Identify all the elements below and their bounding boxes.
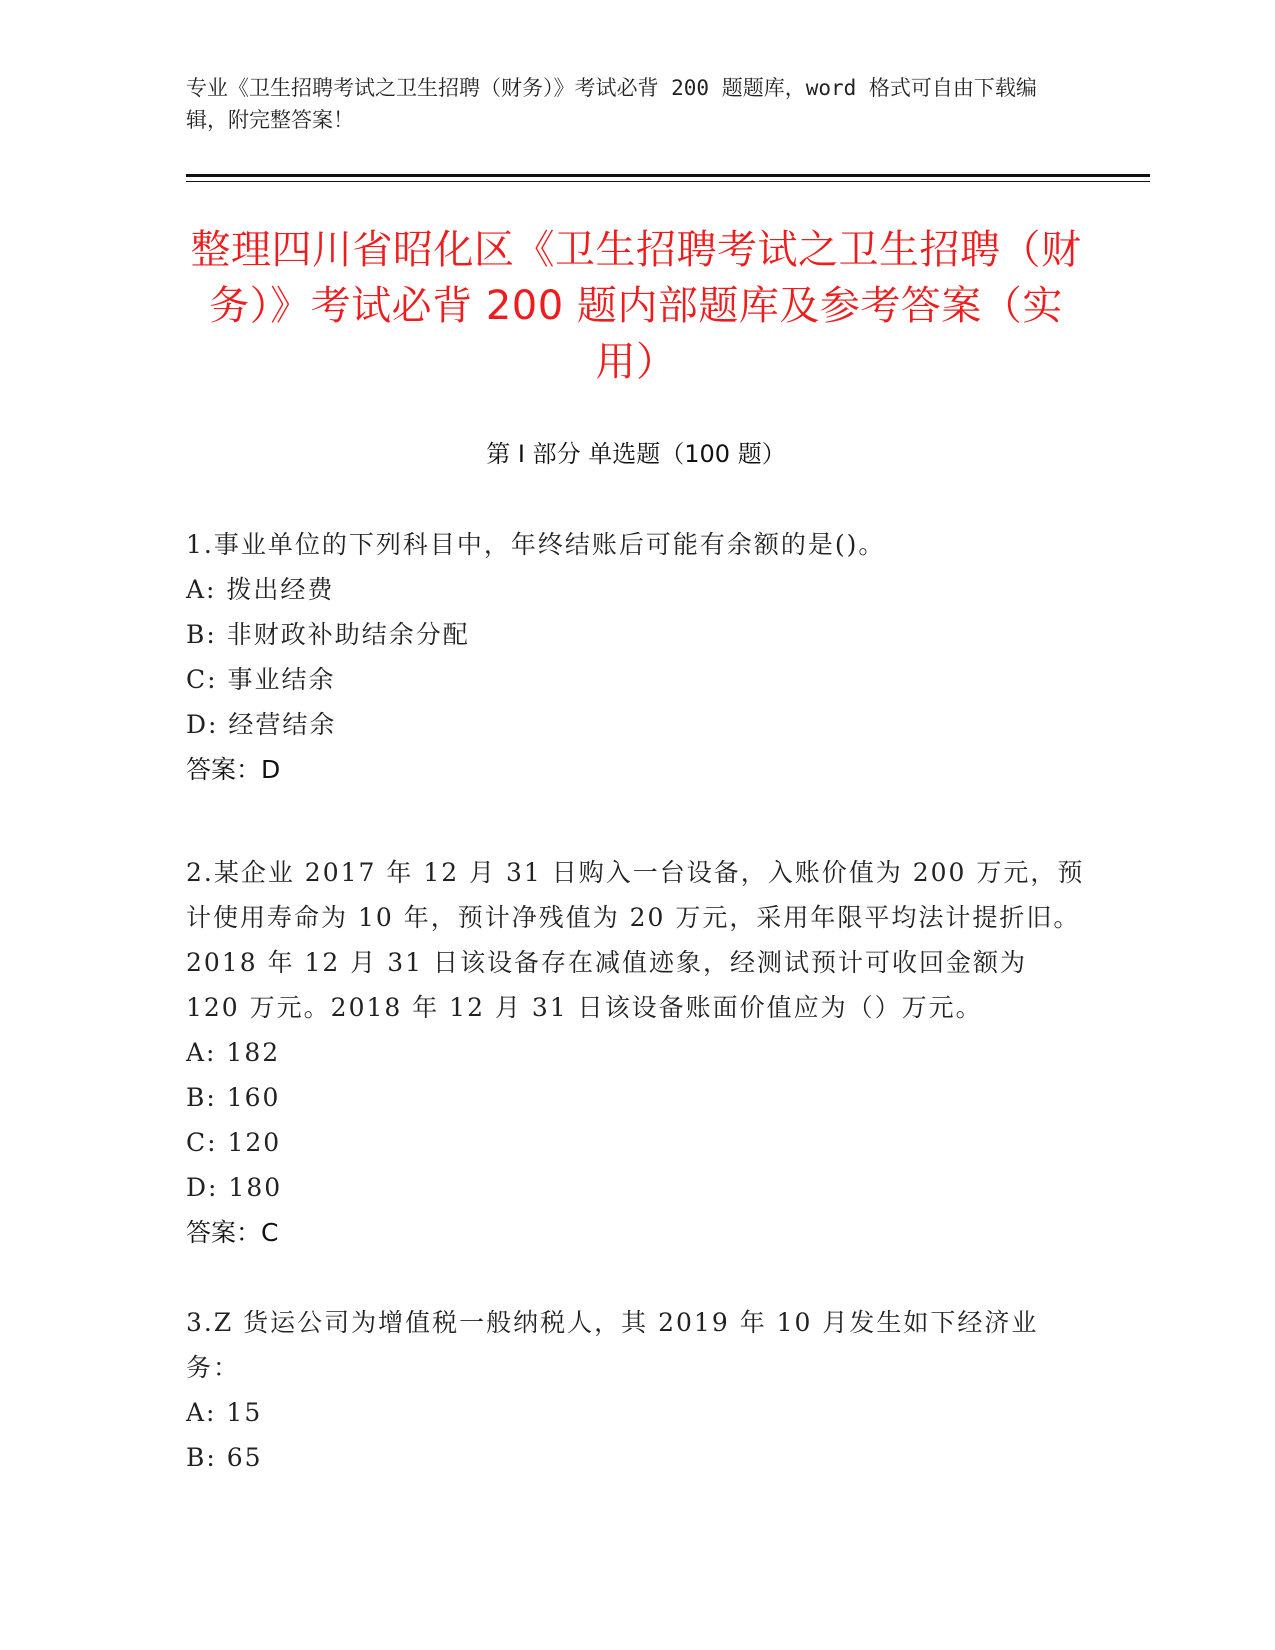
option-a: A: 拨出经费 [186, 575, 335, 604]
answer-line: 答案：D [186, 755, 281, 784]
option-d: D: 经营结余 [186, 710, 337, 739]
question-text: 2.某企业 2017 年 12 月 31 日购入一台设备，入账价值为 200 万元，预计使用寿命为 10 年，预计净残值为 20 万元，采用年限平均法计提折旧。2018 年 12 月 31 日该设备存在减值迹象，经测试预计可收回金额为 120 万元。2018 年 12 月 31 日该设备账面价值应为（）万元。 [186, 858, 1085, 1022]
header-note: 专业《卫生招聘考试之卫生招聘（财务）》考试必背 200 题题库，word 格式可自由下载编辑，附完整答案！ [186, 76, 1037, 132]
option-c: C: 120 [186, 1128, 282, 1157]
question-text: 3.Z 货运公司为增值税一般纳税人，其 2019 年 10 月发生如下经济业务： [186, 1308, 1039, 1382]
option-b: B: 非财政补助结余分配 [186, 620, 470, 649]
document-title: 整理四川省昭化区《卫生招聘考试之卫生招聘（财务）》考试必背 200 题内部题库及参考答案（实用） [190, 227, 1082, 385]
option-d: D: 180 [186, 1173, 283, 1202]
question-text: 1.事业单位的下列科目中，年终结账后可能有余额的是()。 [186, 530, 886, 559]
option-a: A: 15 [186, 1398, 263, 1427]
option-b: B: 65 [186, 1443, 263, 1472]
header-rule-thick [186, 174, 1150, 177]
question-3 [186, 1300, 1086, 1480]
option-c: C: 事业结余 [186, 665, 336, 694]
header-rule-thin [186, 181, 1150, 182]
section-heading: 第 I 部分 单选题（100 题） [486, 440, 786, 468]
answer-line: 答案：C [186, 1218, 279, 1247]
option-a: A: 182 [186, 1038, 281, 1067]
question-2 [186, 850, 1086, 1255]
question-1 [186, 522, 1086, 792]
option-b: B: 160 [186, 1083, 281, 1112]
